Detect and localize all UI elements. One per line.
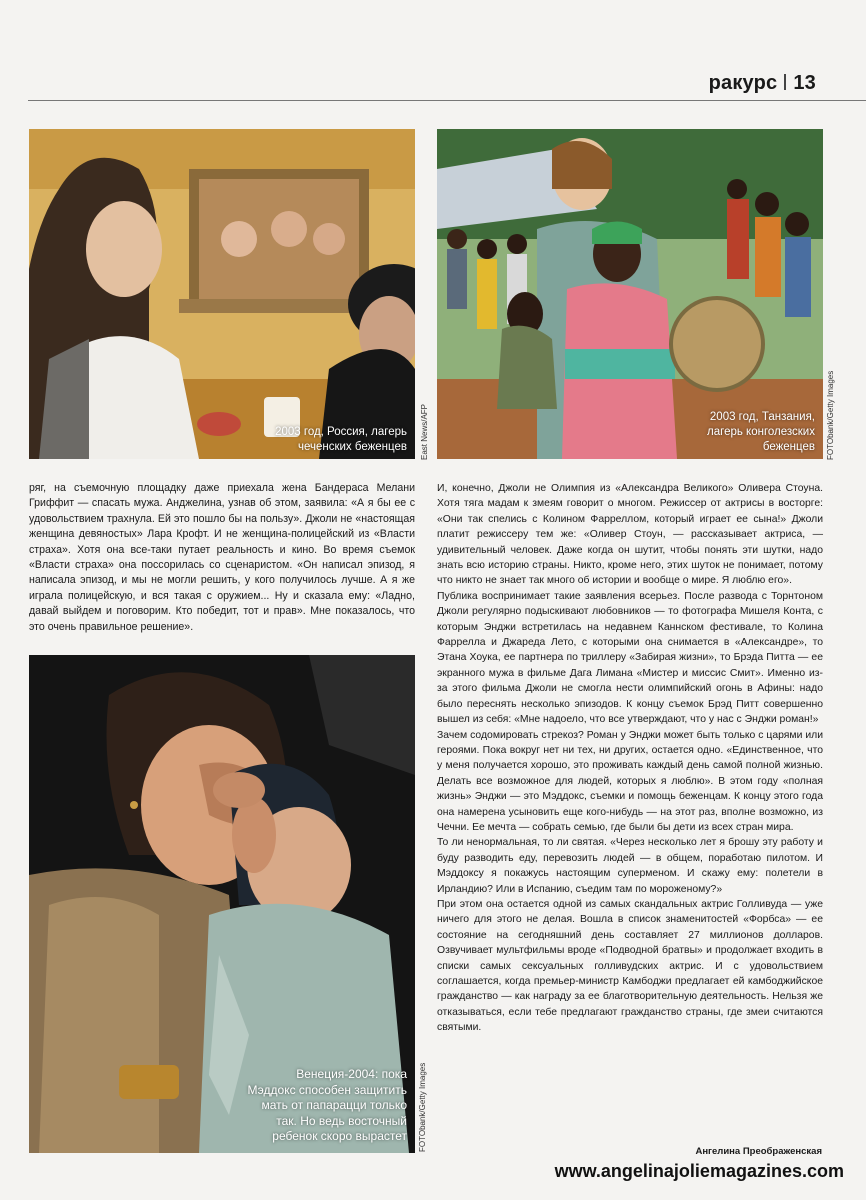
article-text-right — [437, 481, 823, 1036]
page-header — [709, 72, 816, 95]
header-rule — [28, 100, 866, 101]
paragraph: ряг, на съемочную площадку даже приехала жена Бандераса Мелани Гриффит — спасать мужа. Анджелина, узнав об этом, заявила: «А я бы ее с удовольствием трахнула. Ей это пошло бы на пользу». Джоли не «настоящая женщина девяностых» Лара Крофт. И не женщина-полицейский из «Власти страха». Хотя она все-таки путает реальность и кино. Во время съемок «Власти страха» она поссорилась со сценаристом. «Он написал эпизод, я написала эпизод, и мы не могли решить, у кого получилось лучше. А я же играла полицейскую, и вся такая с оружием... Ну и сказала ему: «Ладно, давай выйдем и поговорим. Кто победит, тот и прав». Мне показалось, что это очень правильное решение». — [29, 482, 415, 633]
photo-credit: FOTObank/Getty Images — [826, 370, 835, 460]
page-number: 13 — [793, 72, 816, 94]
photo-caption: 2003 год, Россия, лагерь чеченских беженцев — [275, 426, 407, 454]
photo-credit: FOTObank/Getty Images — [418, 1062, 427, 1152]
article-author: Ангелина Преображенская — [695, 1146, 822, 1157]
paragraph: Публика воспринимает такие заявления всерьез. После развода с Торнтоном Джоли регулярно подыскивают любовников — то фотографа Мишеля Конта, с которым Энджи встретилась на недавнем Каннском фестивале, то Колина Фаррелла и Джареда Лето, с которыми она снимается в «Александре», то Этана Хоука, ее партнера по триллеру «Забирая жизни», то Брэда Питта — ее экранного мужа в фильме Дага Лимана «Мистер и миссис Смит». Именно из-за этого фильма Джоли не смогла нести олимпийский огонь в Афины: надо было переснять несколько эпизодов. К концу съемок Брэд Питт совершенно вышел из себя: «Мне надоело, что все утверждают, что у нас с Энджи роман!» — [437, 590, 823, 726]
photo-credit: East News/AFP — [420, 403, 429, 460]
paragraph: При этом она остается одной из самых скандальных актрис Голливуда — уже ничего для этого не делая. Вошла в список знаменитостей «Форбса» — ее состояние на сегодняшний день составляет 27 миллионов долларов. Озвучивает мультфильмы вроде «Подводной братвы» и продолжает входить в списки самых сексуальных голливудских актрис. И с удовольствием соглашается, когда премьер-министр Камбоджи предлагает ей камбоджийское гражданство — как награду за ее благотворительную деятельность. Нельзя же отказываться, если тебе предлагают гражданство страны, где змеи считаются святыми. — [437, 898, 823, 1034]
header-separator — [784, 74, 786, 90]
paragraph: И, конечно, Джоли не Олимпия из «Александра Великого» Оливера Стоуна. Хотя тяга мадам к змеям говорит о многом. Режиссер от актрисы в восторге: «Они так спелись с Колином Фарреллом, который играет ее сына!» Джоли платит режиссеру тем же: «Оливер Стоун, — рассказывает актриса, — удивительный человек. Даже когда он шутит, чтобы понять эти шутки, надо знать всю историю страны. Никто, кроме него, этих шуток не понимает, потому что никто не знает так много об истории и вообще о мире. Я люблю его». — [437, 483, 823, 587]
photo-russia-camp — [29, 129, 415, 459]
article-text-left — [29, 481, 415, 635]
photo-venice — [29, 655, 415, 1153]
website-watermark[interactable]: www.angelinajoliemagazines.com — [554, 1161, 844, 1181]
paragraph: Зачем содомировать стрекоз? Роман у Энджи может быть только с царями или героями. Пока вокруг нет ни тех, ни других, остается одно. «Единственное, что у меня получается хорошо, это проживать каждый день самой полной жизнью. Делать все возможное для людей, которых я люблю». В этом году «полная жизнь» Энджи — это Мэддокс, съемки и помощь беженцам. К концу этого года она намерена усыновить еще кого-нибудь — на этот раз, вполне возможно, из Чечни. Ее мечта — собрать семью, где были бы дети из всех стран мира. — [437, 729, 823, 833]
photo-tanzania-camp — [437, 129, 823, 459]
photo-caption: 2003 год, Танзания, лагерь конголезских беженцев — [707, 411, 815, 454]
paragraph: То ли ненормальная, то ли святая. «Через несколько лет я брошу эту работу и буду разводить еду, перевозить людей — в общем, поработаю пилотом. И Мэддоксу я покажусь настоящим суперменом. И скажу ему: полетели в Ирландию? Или в Испанию, съедим там по мороженому?» — [437, 837, 823, 895]
photo-caption: Венеция-2004: пока Мэддокс способен защитить мать от папарацци только так. Но ведь восточный ребенок скоро вырастет — [247, 1067, 407, 1144]
section-title: ракурс — [708, 72, 778, 94]
